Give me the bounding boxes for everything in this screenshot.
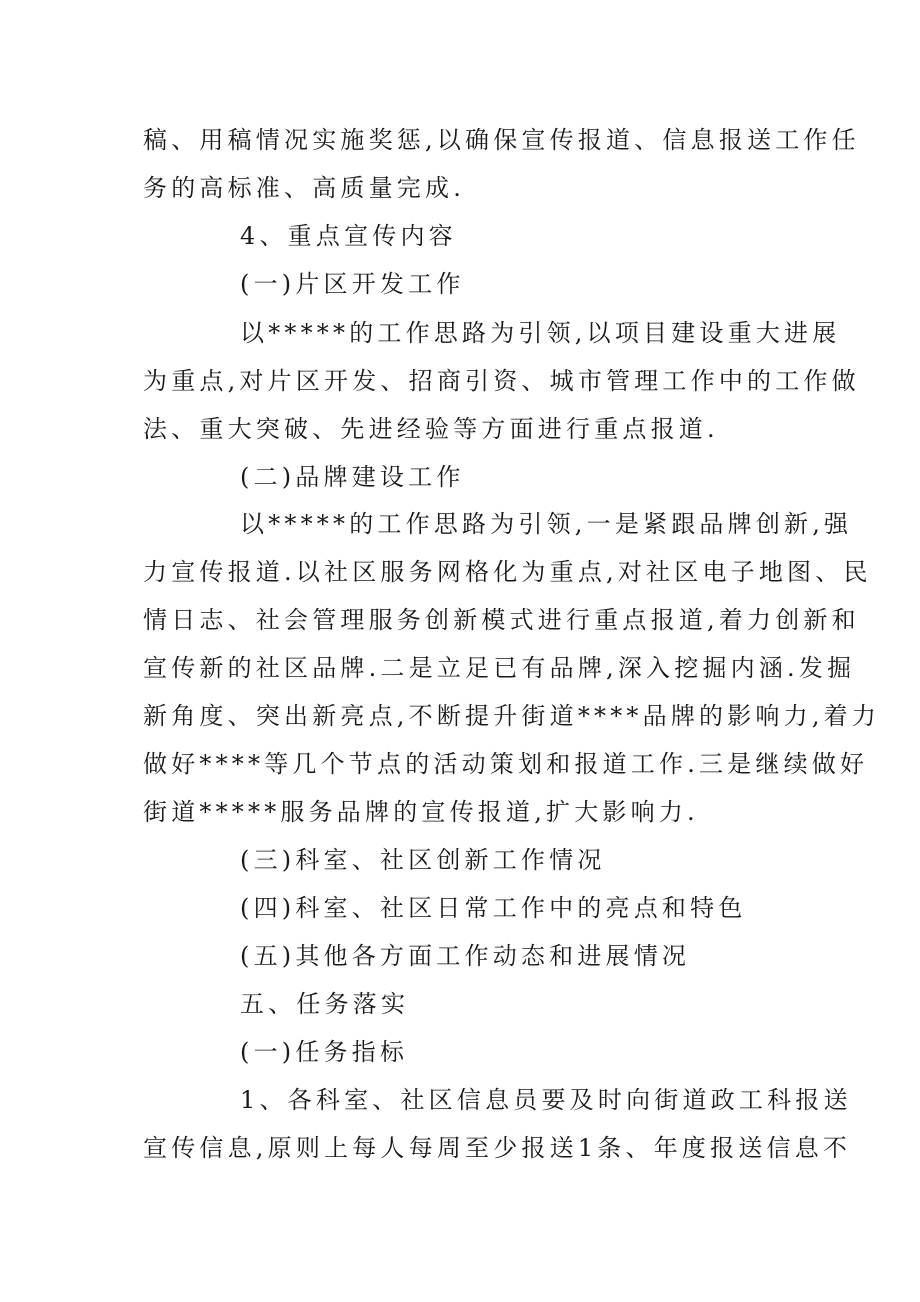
text-line: 情日志、社会管理服务创新模式进行重点报道,着力创新和 (143, 606, 860, 634)
text-line: 力宣传报道.以社区服务网格化为重点,对社区电子地图、民 (143, 558, 872, 586)
text-line: 新角度、突出新亮点,不断提升街道****品牌的影响力,着力 (143, 702, 881, 730)
text-line: 法、重大突破、先进经验等方面进行重点报道. (143, 415, 719, 443)
text-line: 宣传信息,原则上每人每周至少报送1条、年度报送信息不 (143, 1134, 852, 1162)
subsection-heading: (三)科室、社区创新工作情况 (240, 846, 606, 874)
text-line: 务的高标准、高质量完成. (143, 174, 466, 202)
text-line: 1、各科室、社区信息员要及时向街道政工科报送 (240, 1086, 852, 1114)
text-line: 稿、用稿情况实施奖惩,以确保宣传报道、信息报送工作任 (143, 126, 860, 154)
subsection-heading: (二)品牌建设工作 (240, 463, 465, 491)
text-line: 做好****等几个节点的活动策划和报道工作.三是继续做好 (143, 750, 869, 778)
text-line: 为重点,对片区开发、招商引资、城市管理工作中的工作做 (143, 367, 860, 395)
text-line: 街道*****服务品牌的宣传报道,扩大影响力. (143, 798, 699, 826)
subsection-heading: (四)科室、社区日常工作中的亮点和特色 (240, 894, 747, 922)
section-heading: 五、任务落实 (240, 990, 410, 1018)
text-line: 以*****的工作思路为引领,一是紧跟品牌创新,强 (240, 510, 853, 538)
subsection-heading: (五)其他各方面工作动态和进展情况 (240, 942, 691, 970)
text-line: 以*****的工作思路为引领,以项目建设重大进展 (240, 319, 841, 347)
subsection-heading: (一)任务指标 (240, 1038, 409, 1066)
subsection-heading: (一)片区开发工作 (240, 270, 465, 298)
section-heading: 4、重点宣传内容 (240, 222, 457, 250)
text-line: 宣传新的社区品牌.二是立足已有品牌,深入挖掘内涵.发掘 (143, 654, 856, 682)
